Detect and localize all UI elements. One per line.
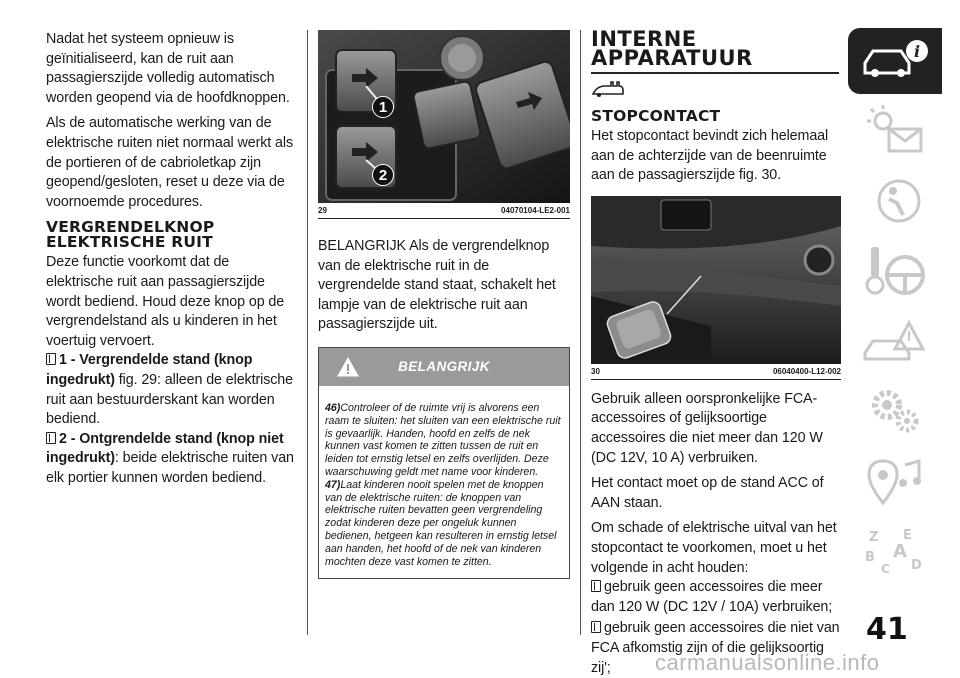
warning-title: BELANGRIJK — [398, 359, 490, 375]
tab-media-navigation[interactable] — [848, 448, 942, 514]
car-power-icon — [591, 80, 625, 98]
chapter-title-line1: INTERNE — [591, 27, 697, 51]
warning-number: 46) — [325, 401, 341, 414]
svg-text:i: i — [914, 42, 921, 61]
warning-body — [319, 386, 569, 578]
list-item — [46, 351, 296, 429]
warning-box — [318, 347, 570, 579]
figure-code: 04070104-LE2-001 — [501, 206, 570, 215]
paragraph: Gebruik alleen oorspronkelijke FCA-accessoires of gelijksoortige accessoires die niet meer dan 120 W (DC 12V, 10 A) verbruiken. — [591, 390, 823, 466]
callout-2: 2 — [372, 164, 394, 186]
dashboard-lights-icon — [859, 103, 931, 159]
list-item-label: 2 - Ontgrendelde stand (knop niet ingedrukt) — [46, 430, 284, 467]
title-rule — [591, 72, 839, 74]
column-divider — [580, 30, 581, 635]
tab-warning[interactable] — [848, 308, 942, 374]
figure-code: 06040400-L12-002 — [772, 366, 841, 376]
tab-dashboard-lights[interactable] — [848, 98, 942, 164]
svg-text:Z: Z — [869, 530, 879, 545]
column-middle — [318, 30, 570, 579]
figure-number: 29 — [318, 206, 327, 215]
list-item-text: fig. 29: alleen de elektrische ruit aan bestuurderskant kan worden bediend. — [46, 371, 294, 428]
callout-1: 1 — [372, 96, 394, 118]
paragraph: Het contact moet op de stand ACC of AAN staan. — [591, 475, 824, 511]
warning-number: 47) — [325, 478, 341, 491]
svg-text:B: B — [865, 550, 875, 565]
list-item-text: : beide elektrische ruiten van elk portier kunnen worden bediend. — [46, 450, 294, 486]
power-outlet-photo — [591, 196, 841, 364]
svg-text:A: A — [893, 541, 907, 562]
warning-item — [325, 479, 563, 569]
list-item-label: 1 - Vergrendelde stand (knop ingedrukt) — [46, 352, 253, 388]
warning-text: Laat kinderen nooit spelen met de knoppen van de elektrische ruiten: de knoppen van elektrische ruiten bevatten geen vergrendeling zodat kinderen deze per ongeluk kunnen bedienen, hetgeen kan resulteren in ernstig letsel aan handen, het hoofd of de nek van kinderen mochten deze vast komen te zitten. — [325, 478, 557, 568]
list-item-text: gebruik geen accessoires die meer dan 120 W (DC 12V / 10A) verbruiken; — [591, 579, 833, 615]
airbag-safety-icon — [859, 173, 931, 229]
warning-triangle-icon — [337, 357, 359, 377]
tab-car-info[interactable] — [848, 28, 942, 94]
tab-index[interactable] — [848, 518, 942, 584]
media-navigation-icon — [859, 453, 931, 509]
book-icon — [591, 580, 601, 592]
key-steering-icon — [859, 243, 931, 299]
column-right — [591, 27, 841, 678]
page-number: 41 — [866, 612, 908, 647]
warning-triangle-icon — [859, 313, 931, 369]
chapter-title-line2: APPARATUUR — [591, 46, 753, 70]
list-item — [591, 578, 841, 617]
column-left — [46, 30, 296, 494]
window-switch-photo — [318, 30, 570, 203]
tab-airbag-safety[interactable] — [848, 168, 942, 234]
section-heading: STOPCONTACT — [591, 107, 721, 125]
book-icon — [46, 353, 56, 365]
warning-item — [325, 402, 563, 479]
paragraph: Om schade of elektrische uitval van het stopcontact te voorkomen, moet u het volgende in acht houden: — [591, 520, 837, 576]
list-item-text: gebruik geen accessoires die niet van FCA afkomstig zijn of die gelijksoortig zij'; — [591, 620, 840, 676]
svg-text:E: E — [903, 528, 912, 543]
paragraph: Als de automatische werking van de elektrische ruiten niet normaal werkt als de portieren of de cabrioletkap zijn geopend/gesloten, reset u deze via de voornoemde procedures. — [46, 115, 293, 210]
paragraph: BELANGRIJK Als de vergrendelknop van de elektrische ruit in de vergrendelde stand staat, schakelt het lampje van de elektrische ruit aan passagierszijde uit. — [318, 238, 556, 333]
maintenance-gears-icon — [859, 383, 931, 439]
tab-maintenance[interactable] — [848, 378, 942, 444]
tab-key-steering[interactable] — [848, 238, 942, 304]
paragraph: Deze functie voorkomt dat de elektrische ruit aan passagierszijde wordt bediend. Houd deze knop op de vergrendelstand als u kinderen in het voertuig vervoert. — [46, 254, 285, 349]
watermark: carmanualsonline.info — [655, 650, 880, 675]
figure-caption — [591, 364, 841, 380]
index-letters-icon — [859, 523, 931, 579]
paragraph: Nadat het systeem opnieuw is geïnitialiseerd, kan de ruit aan passagierszijde volledig automatisch worden geopend via de hoofdknoppen. — [46, 31, 290, 106]
column-divider — [307, 30, 308, 635]
list-item — [46, 430, 296, 489]
svg-text:D: D — [911, 558, 922, 573]
svg-text:C: C — [881, 562, 890, 576]
figure-caption — [318, 203, 570, 219]
figure-number: 30 — [591, 366, 600, 376]
warning-text: Controleer of de ruimte vrij is alvorens een raam te sluiten: het sluiten van een elektrische ruit is gevaarlijk. Handen, hoofd en zelfs de nek kunnen vast komen te zitten tussen de ruit en leiden tot ernstig letsel en zelfs overlijden. Deze waarschuwing geldt met name voor kinderen. — [325, 401, 561, 478]
warning-header — [319, 348, 569, 386]
section-heading: VERGRENDELKNOP ELEKTRISCHE RUIT — [46, 218, 215, 252]
figure-30-power-outlet — [591, 196, 841, 364]
book-icon — [591, 621, 601, 633]
car-info-icon — [859, 37, 931, 85]
paragraph: Het stopcontact bevindt zich helemaal aan de achterzijde van de beenruimte aan de passagierszijde fig. 30. — [591, 128, 829, 184]
figure-29-window-lock — [318, 30, 570, 203]
chapter-tabs — [848, 28, 942, 588]
book-icon — [46, 432, 56, 444]
